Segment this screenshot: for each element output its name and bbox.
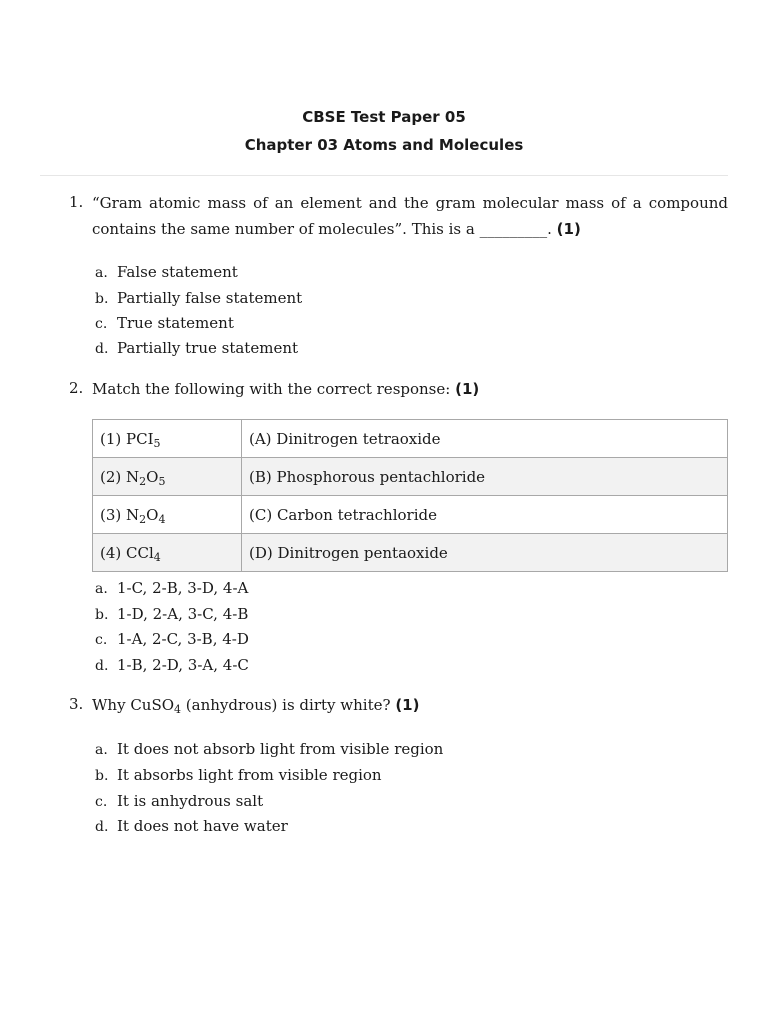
option-letter: b. (95, 291, 109, 307)
question-2-option-c (95, 629, 249, 649)
option-letter: a. (95, 742, 108, 758)
table-cell-right: (A) Dinitrogen tetraoxide (242, 420, 728, 458)
match-table (92, 419, 728, 572)
option-text: True statement (117, 314, 234, 332)
option-text: Partially true statement (117, 339, 299, 357)
option-text: 1-D, 2-A, 3-C, 4-B (117, 605, 249, 623)
question-1-option-b (95, 288, 302, 308)
question-2-marks: (1) (455, 380, 480, 398)
header-divider (40, 175, 728, 176)
question-2-text (92, 376, 479, 402)
question-3-option-c (95, 791, 263, 811)
option-letter: a. (95, 581, 108, 597)
paper-title: CBSE Test Paper 05 (302, 108, 466, 126)
table-cell-left: (1) $PCI_5$ (93, 420, 242, 458)
option-letter: c. (95, 632, 108, 648)
question-3-option-d (95, 816, 288, 836)
option-letter: d. (95, 658, 109, 674)
question-2-number: 2. (69, 379, 84, 397)
faded-text-fragment (118, 884, 178, 890)
option-letter: a. (95, 265, 108, 281)
table-cell-left: (4) CCl$_4$ (93, 534, 242, 572)
option-letter: c. (95, 794, 108, 810)
chapter-title: Chapter 03 Atoms and Molecules (244, 136, 524, 154)
table-cell-right: (C) Carbon tetrachloride (242, 496, 728, 534)
table-row (93, 458, 728, 496)
question-2-option-d (95, 655, 249, 675)
table-cell-right: (D) Dinitrogen pentaoxide (242, 534, 728, 572)
question-1-option-d (95, 338, 298, 358)
question-2-option-b (95, 604, 248, 624)
question-3-option-b (95, 765, 382, 785)
table-row (93, 420, 728, 458)
question-1-marks: (1) (556, 220, 581, 238)
option-text: Partially false statement (117, 289, 303, 307)
question-1-text (92, 190, 728, 242)
option-text: It does not have water (117, 817, 288, 835)
question-2-body: Match the following with the correct response: (92, 380, 451, 398)
table-cell-left: (2) $N_2O_5$ (93, 458, 242, 496)
option-letter: b. (95, 768, 109, 784)
question-3-text: Why CuSO$_4$ (anhydrous) is dirty white? (1) (92, 696, 420, 716)
option-text: 1-A, 2-C, 3-B, 4-D (117, 630, 249, 648)
table-cell-right: (B) Phosphorous pentachloride (242, 458, 728, 496)
question-2-option-a (95, 578, 248, 598)
option-text: It is anhydrous salt (117, 792, 264, 810)
question-1-body: “Gram atomic mass of an element and the gram molecular mass of a compound contains the same number of molecules”. This is a _________. (92, 194, 728, 238)
table-cell-left: (3) $N_2O_4$ (93, 496, 242, 534)
question-3-option-a (95, 739, 443, 759)
table-row (93, 496, 728, 534)
table-row (93, 534, 728, 572)
question-3-marks: (1) (395, 696, 420, 714)
question-3-number: 3. (69, 695, 84, 713)
option-text: It does not absorb light from visible region (117, 740, 444, 758)
option-letter: d. (95, 341, 109, 357)
option-text: False statement (117, 263, 238, 281)
question-1-option-c (95, 313, 234, 333)
option-text: 1-B, 2-D, 3-A, 4-C (117, 656, 249, 674)
option-text: It absorbs light from visible region (117, 766, 382, 784)
question-1-option-a (95, 262, 238, 282)
option-letter: b. (95, 607, 109, 623)
option-letter: d. (95, 819, 109, 835)
option-letter: c. (95, 316, 108, 332)
option-text: 1-C, 2-B, 3-D, 4-A (117, 579, 249, 597)
question-1-number: 1. (69, 193, 84, 211)
